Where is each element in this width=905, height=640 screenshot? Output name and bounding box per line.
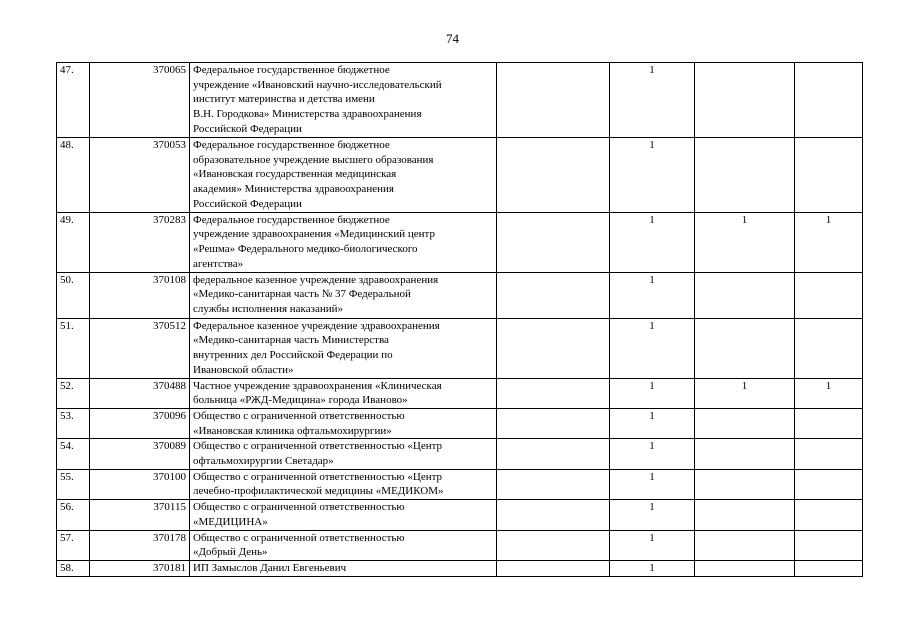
empty-cell [497, 439, 610, 469]
registry-code-cell: 370053 [90, 138, 190, 213]
table-row [57, 378, 863, 408]
row-number-cell: 55. [57, 469, 90, 499]
registry-code-cell: 370089 [90, 439, 190, 469]
organization-name-cell: Федеральное государственное бюджетное учреждение здравоохранения «Медицинский центр «Решма» Федерального медико-биологического агентства» [190, 212, 497, 272]
table-row [57, 439, 863, 469]
organization-name-cell: федеральное казенное учреждение здравоохранения «Медико-санитарная часть № 37 Федеральной службы исполнения наказаний» [190, 272, 497, 318]
mark-cell-3 [795, 272, 863, 318]
row-number-cell: 54. [57, 439, 90, 469]
empty-cell [497, 378, 610, 408]
mark-cell-1: 1 [610, 378, 695, 408]
organization-name-cell: Общество с ограниченной ответственностью «Центр лечебно-профилактической медицины «МЕДИКОМ» [190, 469, 497, 499]
organization-name-cell: Общество с ограниченной ответственностью «Ивановская клиника офтальмохирургии» [190, 408, 497, 438]
row-number-cell: 57. [57, 530, 90, 560]
mark-cell-2 [695, 318, 795, 378]
mark-cell-1: 1 [610, 500, 695, 530]
table-row [57, 138, 863, 213]
empty-cell [497, 272, 610, 318]
registry-code-cell: 370181 [90, 560, 190, 576]
empty-cell [497, 560, 610, 576]
mark-cell-1: 1 [610, 63, 695, 138]
mark-cell-2: 1 [695, 212, 795, 272]
mark-cell-2 [695, 469, 795, 499]
row-number-cell: 52. [57, 378, 90, 408]
page-number: 74 [446, 31, 459, 46]
organization-name-cell: ИП Замыслов Данил Евгеньевич [190, 560, 497, 576]
mark-cell-1: 1 [610, 439, 695, 469]
mark-cell-3 [795, 408, 863, 438]
table-row [57, 469, 863, 499]
empty-cell [497, 500, 610, 530]
registry-code-cell: 370488 [90, 378, 190, 408]
mark-cell-2 [695, 63, 795, 138]
mark-cell-2 [695, 560, 795, 576]
table-body [57, 63, 863, 577]
row-number-cell: 47. [57, 63, 90, 138]
mark-cell-3: 1 [795, 378, 863, 408]
empty-cell [497, 318, 610, 378]
organization-name-cell: Общество с ограниченной ответственностью «Центр офтальмохирургии Светадар» [190, 439, 497, 469]
row-number-cell: 58. [57, 560, 90, 576]
organization-name-cell: Федеральное государственное бюджетное образовательное учреждение высшего образования «Ивановская государственная медицинская академия» Министерства здравоохранения Российской Федерации [190, 138, 497, 213]
mark-cell-3 [795, 530, 863, 560]
table-row [57, 318, 863, 378]
mark-cell-2 [695, 138, 795, 213]
row-number-cell: 49. [57, 212, 90, 272]
registry-code-cell: 370108 [90, 272, 190, 318]
empty-cell [497, 530, 610, 560]
organization-name-cell: Частное учреждение здравоохранения «Клиническая больница «РЖД-Медицина» города Иваново» [190, 378, 497, 408]
registry-code-cell: 370115 [90, 500, 190, 530]
empty-cell [497, 408, 610, 438]
mark-cell-1: 1 [610, 560, 695, 576]
mark-cell-2 [695, 500, 795, 530]
empty-cell [497, 212, 610, 272]
organization-name-cell: Общество с ограниченной ответственностью «Добрый День» [190, 530, 497, 560]
table-row [57, 63, 863, 138]
mark-cell-1: 1 [610, 138, 695, 213]
empty-cell [497, 138, 610, 213]
row-number-cell: 48. [57, 138, 90, 213]
mark-cell-1: 1 [610, 530, 695, 560]
registry-code-cell: 370283 [90, 212, 190, 272]
registry-code-cell: 370065 [90, 63, 190, 138]
mark-cell-2 [695, 272, 795, 318]
table-row [57, 272, 863, 318]
mark-cell-1: 1 [610, 408, 695, 438]
mark-cell-1: 1 [610, 212, 695, 272]
registry-code-cell: 370512 [90, 318, 190, 378]
organization-name-cell: Общество с ограниченной ответственностью «МЕДИЦИНА» [190, 500, 497, 530]
row-number-cell: 56. [57, 500, 90, 530]
medical-organizations-table [56, 62, 863, 577]
mark-cell-1: 1 [610, 318, 695, 378]
mark-cell-3 [795, 138, 863, 213]
organization-name-cell: Федеральное государственное бюджетное учреждение «Ивановский научно-исследовательский институт материнства и детства имени В.Н. Городкова» Министерства здравоохранения Российской Федерации [190, 63, 497, 138]
mark-cell-2: 1 [695, 378, 795, 408]
registry-code-cell: 370096 [90, 408, 190, 438]
mark-cell-3 [795, 560, 863, 576]
empty-cell [497, 63, 610, 138]
mark-cell-2 [695, 408, 795, 438]
mark-cell-3 [795, 63, 863, 138]
mark-cell-3 [795, 500, 863, 530]
table-row [57, 212, 863, 272]
registry-code-cell: 370100 [90, 469, 190, 499]
empty-cell [497, 469, 610, 499]
table-row [57, 500, 863, 530]
mark-cell-1: 1 [610, 469, 695, 499]
table-row [57, 560, 863, 576]
organization-name-cell: Федеральное казенное учреждение здравоохранения «Медико-санитарная часть Министерства внутренних дел Российской Федерации по Ивановской области» [190, 318, 497, 378]
mark-cell-2 [695, 439, 795, 469]
table-row [57, 530, 863, 560]
mark-cell-3: 1 [795, 212, 863, 272]
mark-cell-3 [795, 318, 863, 378]
row-number-cell: 53. [57, 408, 90, 438]
mark-cell-3 [795, 439, 863, 469]
row-number-cell: 50. [57, 272, 90, 318]
row-number-cell: 51. [57, 318, 90, 378]
mark-cell-2 [695, 530, 795, 560]
mark-cell-3 [795, 469, 863, 499]
mark-cell-1: 1 [610, 272, 695, 318]
table-row [57, 408, 863, 438]
registry-code-cell: 370178 [90, 530, 190, 560]
